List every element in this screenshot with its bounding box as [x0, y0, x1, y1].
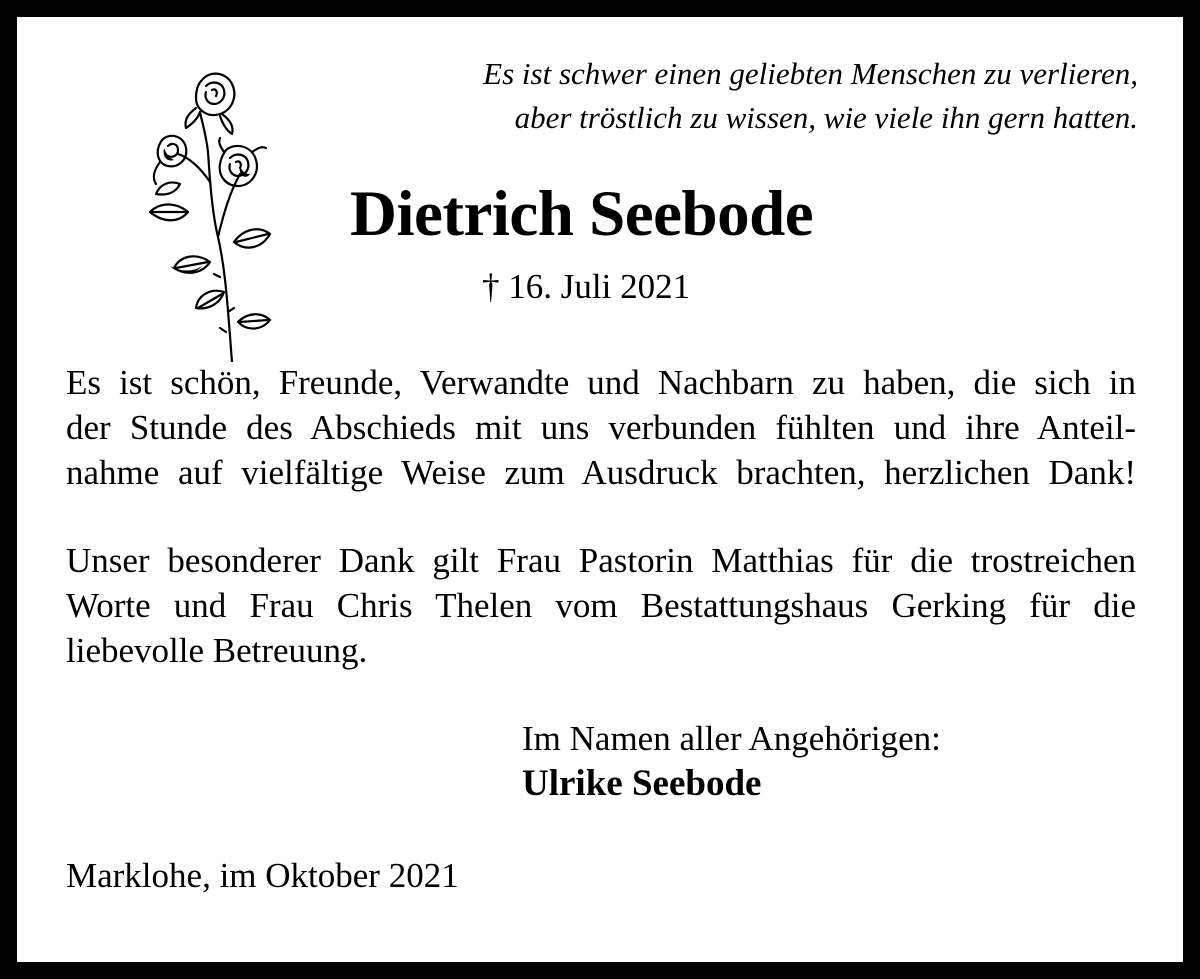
- paragraph-line: Es ist schön, Freunde, Verwandte und Nachbarn zu haben, die sich in: [66, 363, 1136, 402]
- paragraph-line: nahme auf vielfältige Weise zum Ausdruck brachten, herzlichen Dank!: [66, 453, 1136, 492]
- signature-intro: Im Namen aller Angehörigen:: [522, 719, 941, 758]
- special-thanks-paragraph: [66, 538, 1136, 673]
- deceased-name: Dietrich Seebode: [350, 178, 814, 250]
- motto-quote: [380, 52, 1138, 140]
- motto-line: Es ist schwer einen geliebten Menschen zu verlieren,: [483, 56, 1138, 91]
- rose-icon: [140, 62, 280, 362]
- motto-line: aber tröstlich zu wissen, wie viele ihn gern hatten.: [514, 100, 1138, 135]
- place-date: Marklohe, im Oktober 2021: [66, 856, 459, 895]
- signature-name: Ulrike Seebode: [522, 763, 762, 804]
- paragraph-line: der Stunde des Abschieds mit uns verbunden fühlten und ihre Anteil-: [66, 408, 1136, 447]
- paragraph-line: Unser besonderer Dank gilt Frau Pastorin Matthias für die trostreichen: [66, 541, 1136, 580]
- thanks-paragraph: [66, 360, 1136, 495]
- paragraph-line: Worte und Frau Chris Thelen vom Bestattungshaus Gerking für die: [66, 586, 1136, 625]
- death-date: † 16. Juli 2021: [482, 267, 691, 306]
- paragraph-line: liebevolle Betreuung.: [66, 631, 368, 670]
